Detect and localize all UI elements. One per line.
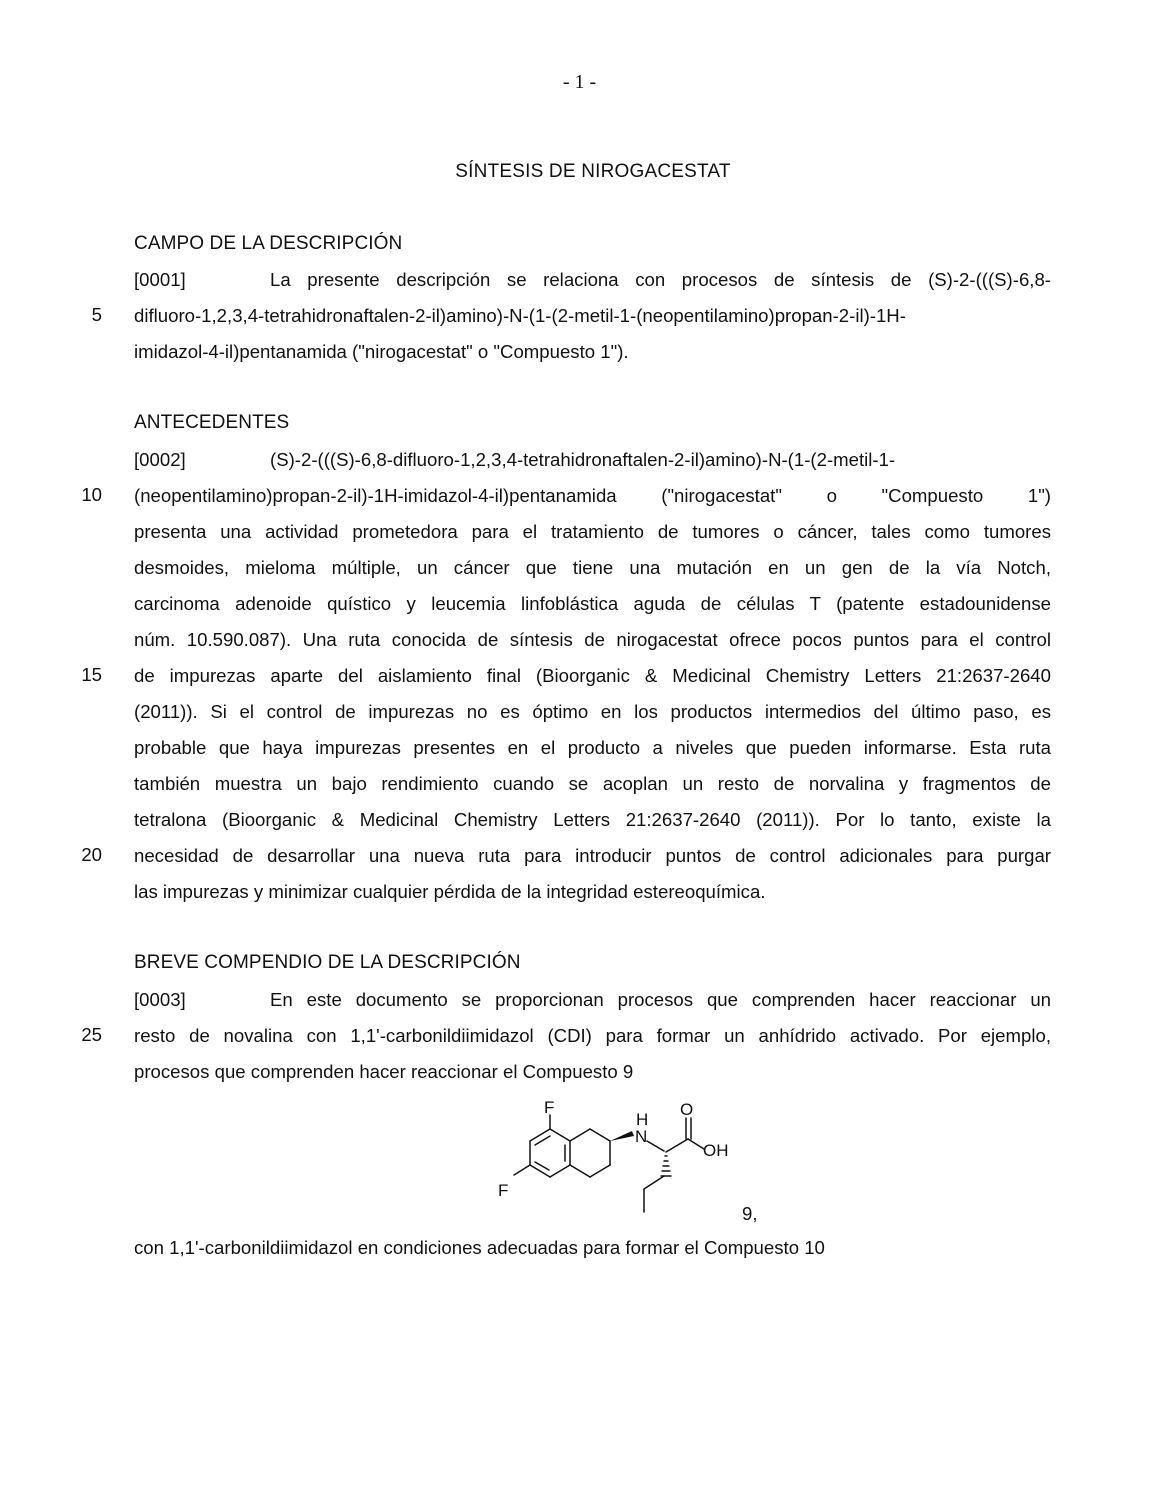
paragraph-0002	[134, 442, 1051, 910]
line-number-10: 10	[81, 484, 102, 505]
paragraph-line: necesidad de desarrollar una nueva ruta para introducir puntos de control adicionales para purgar	[134, 845, 1051, 866]
paragraph-line: imidazol-4-il)pentanamida ("nirogacestat" o "Compuesto 1").	[134, 341, 629, 362]
atom-n: N	[635, 1127, 648, 1146]
paragraph-number: [0001]	[134, 269, 186, 290]
paragraph-line: difluoro-1,2,3,4-tetrahidronaftalen-2-il)amino)-N-(1-(2-metil-1-(neopentilamino)propan-2-il)-1H-	[134, 305, 906, 326]
paragraph-line: núm. 10.590.087). Una ruta conocida de síntesis de nirogacestat ofrece pocos puntos para el control	[134, 629, 1051, 650]
atom-h: H	[636, 1110, 649, 1129]
paragraph-line: (2011)). Si el control de impurezas no es óptimo en los productos intermedios del último paso, es	[134, 701, 1051, 722]
paragraph-line: [0002] (S)-2-(((S)-6,8-difluoro-1,2,3,4-tetrahidronaftalen-2-il)amino)-N-(1-(2-metil-1-	[134, 442, 1051, 478]
paragraph-line: carcinoma adenoide quístico y leucemia linfoblástica aguda de células T (patente estadounidense	[134, 593, 1051, 614]
section-heading-campo: CAMPO DE LA DESCRIPCIÓN	[134, 233, 403, 254]
paragraph-after-structure	[134, 1230, 1051, 1266]
paragraph-line: presenta una actividad prometedora para el tratamiento de tumores o cáncer, tales como tumores	[134, 521, 1051, 542]
paragraph-0001	[134, 262, 1051, 370]
paragraph-line: [0003] En este documento se proporcionan procesos que comprenden hacer reaccionar un	[134, 982, 1051, 1018]
line-number-25: 25	[81, 1024, 102, 1045]
atom-f-top: F	[544, 1098, 555, 1117]
line-number-20: 20	[81, 844, 102, 865]
atom-o: O	[680, 1100, 694, 1119]
paragraph-line: probable que haya impurezas presentes en el producto a niveles que pueden informarse. Esta ruta	[134, 737, 1051, 758]
atom-oh: OH	[703, 1141, 729, 1160]
page-number: - 1 -	[562, 71, 597, 93]
line-number-5: 5	[91, 304, 102, 325]
section-heading-compendio: BREVE COMPENDIO DE LA DESCRIPCIÓN	[134, 952, 521, 973]
paragraph-line: las impurezas y minimizar cualquier pérdida de la integridad estereoquímica.	[134, 881, 766, 902]
paragraph-line: (neopentilamino)propan-2-il)-1H-imidazol-4-il)pentanamida ("nirogacestat" o "Compuesto 1")	[134, 485, 1051, 506]
document-title: SÍNTESIS DE NIROGACESTAT	[455, 161, 731, 182]
paragraph-line: con 1,1'-carbonildiimidazol en condiciones adecuadas para formar el Compuesto 10	[134, 1237, 825, 1258]
paragraph-line: de impurezas aparte del aislamiento final (Bioorganic & Medicinal Chemistry Letters 21:2637-2640	[134, 665, 1051, 686]
paragraph-0003	[134, 982, 1051, 1090]
paragraph-line: desmoides, mieloma múltiple, un cáncer que tiene una mutación en un gen de la vía Notch,	[134, 557, 1051, 578]
paragraph-line: procesos que comprenden hacer reaccionar el Compuesto 9	[134, 1061, 634, 1082]
line-number-15: 15	[81, 664, 102, 685]
paragraph-line: tetralona (Bioorganic & Medicinal Chemistry Letters 21:2637-2640 (2011)). Por lo tanto, existe la	[134, 809, 1051, 830]
paragraph-number: [0002]	[134, 449, 186, 470]
compound-label: 9,	[742, 1203, 758, 1224]
section-heading-antecedentes: ANTECEDENTES	[134, 412, 290, 433]
paragraph-number: [0003]	[134, 989, 186, 1010]
paragraph-line: también muestra un bajo rendimiento cuando se acoplan un resto de norvalina y fragmentos de	[134, 773, 1051, 794]
compound-9-structure	[490, 1098, 760, 1228]
paragraph-line: resto de novalina con 1,1'-carbonildiimidazol (CDI) para formar un anhídrido activado. Por ejemplo,	[134, 1025, 1051, 1046]
atom-f-left: F	[498, 1181, 509, 1200]
paragraph-line: [0001] La presente descripción se relaciona con procesos de síntesis de (S)-2-(((S)-6,8-	[134, 262, 1051, 298]
